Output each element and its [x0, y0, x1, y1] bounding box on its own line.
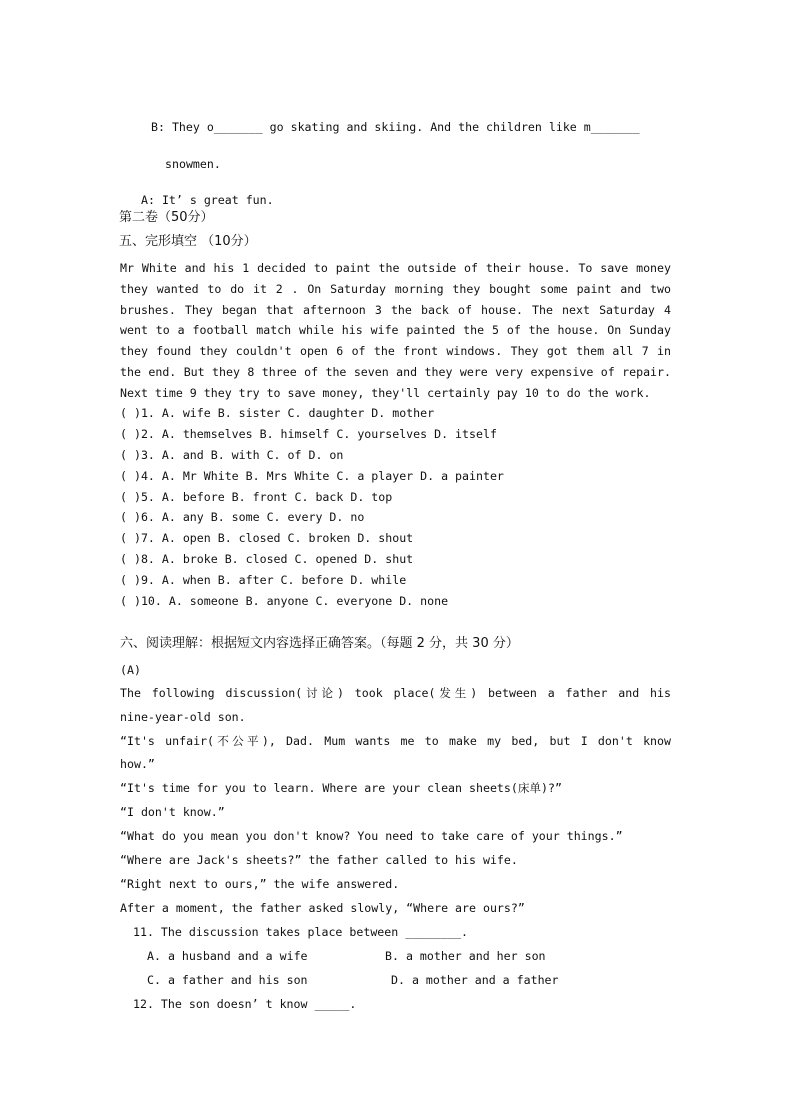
question-11-option-b: B. a mother and her son	[385, 949, 546, 963]
reading-passage-line: nine-year-old son.	[120, 710, 246, 724]
reading-section-label: (A)	[120, 663, 141, 677]
cloze-option-row: ( )5. A. before B. front C. back D. top	[120, 490, 393, 504]
cloze-option-row: ( )4. A. Mr White B. Mrs White C. a player D. a painter	[120, 469, 504, 483]
cloze-option-row: ( )2. A. themselves B. himself C. yourselves D. itself	[120, 427, 497, 441]
reading-passage-line: how.”	[120, 757, 155, 771]
reading-passage-line: The following discussion(讨论) took place(发生) between a father and his	[120, 686, 671, 700]
reading-passage-line: “What do you mean you don't know? You need to take care of your things.”	[120, 829, 623, 843]
dialog-b-continuation: snowmen.	[165, 157, 221, 171]
cloze-heading: 五、完形填空 （10分）	[119, 234, 257, 249]
cloze-passage-line: they found they couldn't open 6 of the front windows. They got them all 7 in	[120, 344, 671, 358]
question-12: 12. The son doesn’ t know _____.	[133, 997, 357, 1011]
cloze-passage-line: brushes. They began that afternoon 3 the back of house. The next Saturday 4	[120, 303, 671, 317]
reading-passage-line: After a moment, the father asked slowly, “Where are ours?”	[120, 901, 525, 915]
question-11-option-d: D. a mother and a father	[391, 973, 559, 987]
cloze-passage-line: the end. But they 8 three of the seven and they were very expensive of repair.	[120, 365, 671, 379]
part2-title: 第二卷（50分）	[119, 210, 214, 225]
reading-passage-line: “Where are Jack's sheets?” the father called to his wife.	[120, 853, 518, 867]
cloze-passage-line: went to a football match while his wife painted the 5 of the house. On Sunday	[120, 323, 671, 337]
cloze-passage-line: Mr White and his 1 decided to paint the outside of their house. To save money	[120, 261, 671, 275]
question-11: 11. The discussion takes place between ________.	[133, 925, 469, 939]
cloze-option-row: ( )10. A. someone B. anyone C. everyone D. none	[120, 594, 449, 608]
reading-passage-line: “Right next to ours,” the wife answered.	[120, 877, 400, 891]
cloze-option-row: ( )7. A. open B. closed C. broken D. shout	[120, 531, 414, 545]
dialog-a-line: A: It’ s great fun.	[141, 193, 274, 207]
cloze-option-row: ( )8. A. broke B. closed C. opened D. shut	[120, 552, 414, 566]
cloze-passage-line: they wanted to do it 2 . On Saturday morning they bought some paint and two	[120, 282, 671, 296]
question-11-option-a: A. a husband and a wife	[147, 949, 308, 963]
cloze-passage-line: Next time 9 they try to save money, they'll certainly pay 10 to do the work.	[120, 386, 651, 400]
cloze-option-row: ( )9. A. when B. after C. before D. while	[120, 573, 407, 587]
question-11-option-c: C. a father and his son	[147, 973, 308, 987]
reading-passage-line: “It's time for you to learn. Where are your clean sheets(床单)?”	[120, 781, 562, 795]
cloze-option-row: ( )6. A. any B. some C. every D. no	[120, 510, 365, 524]
dialog-b-line: B: They o_______ go skating and skiing. And the children like m_______	[151, 120, 640, 134]
reading-passage-line: “It's unfair(不公平), Dad. Mum wants me to make my bed, but I don't know	[120, 734, 671, 748]
reading-heading: 六、阅读理解：根据短文内容选择正确答案。（每题 2 分，共 30 分）	[120, 636, 519, 651]
cloze-option-row: ( )1. A. wife B. sister C. daughter D. mother	[120, 406, 435, 420]
reading-passage-line: “I don't know.”	[120, 805, 225, 819]
cloze-option-row: ( )3. A. and B. with C. of D. on	[120, 448, 344, 462]
